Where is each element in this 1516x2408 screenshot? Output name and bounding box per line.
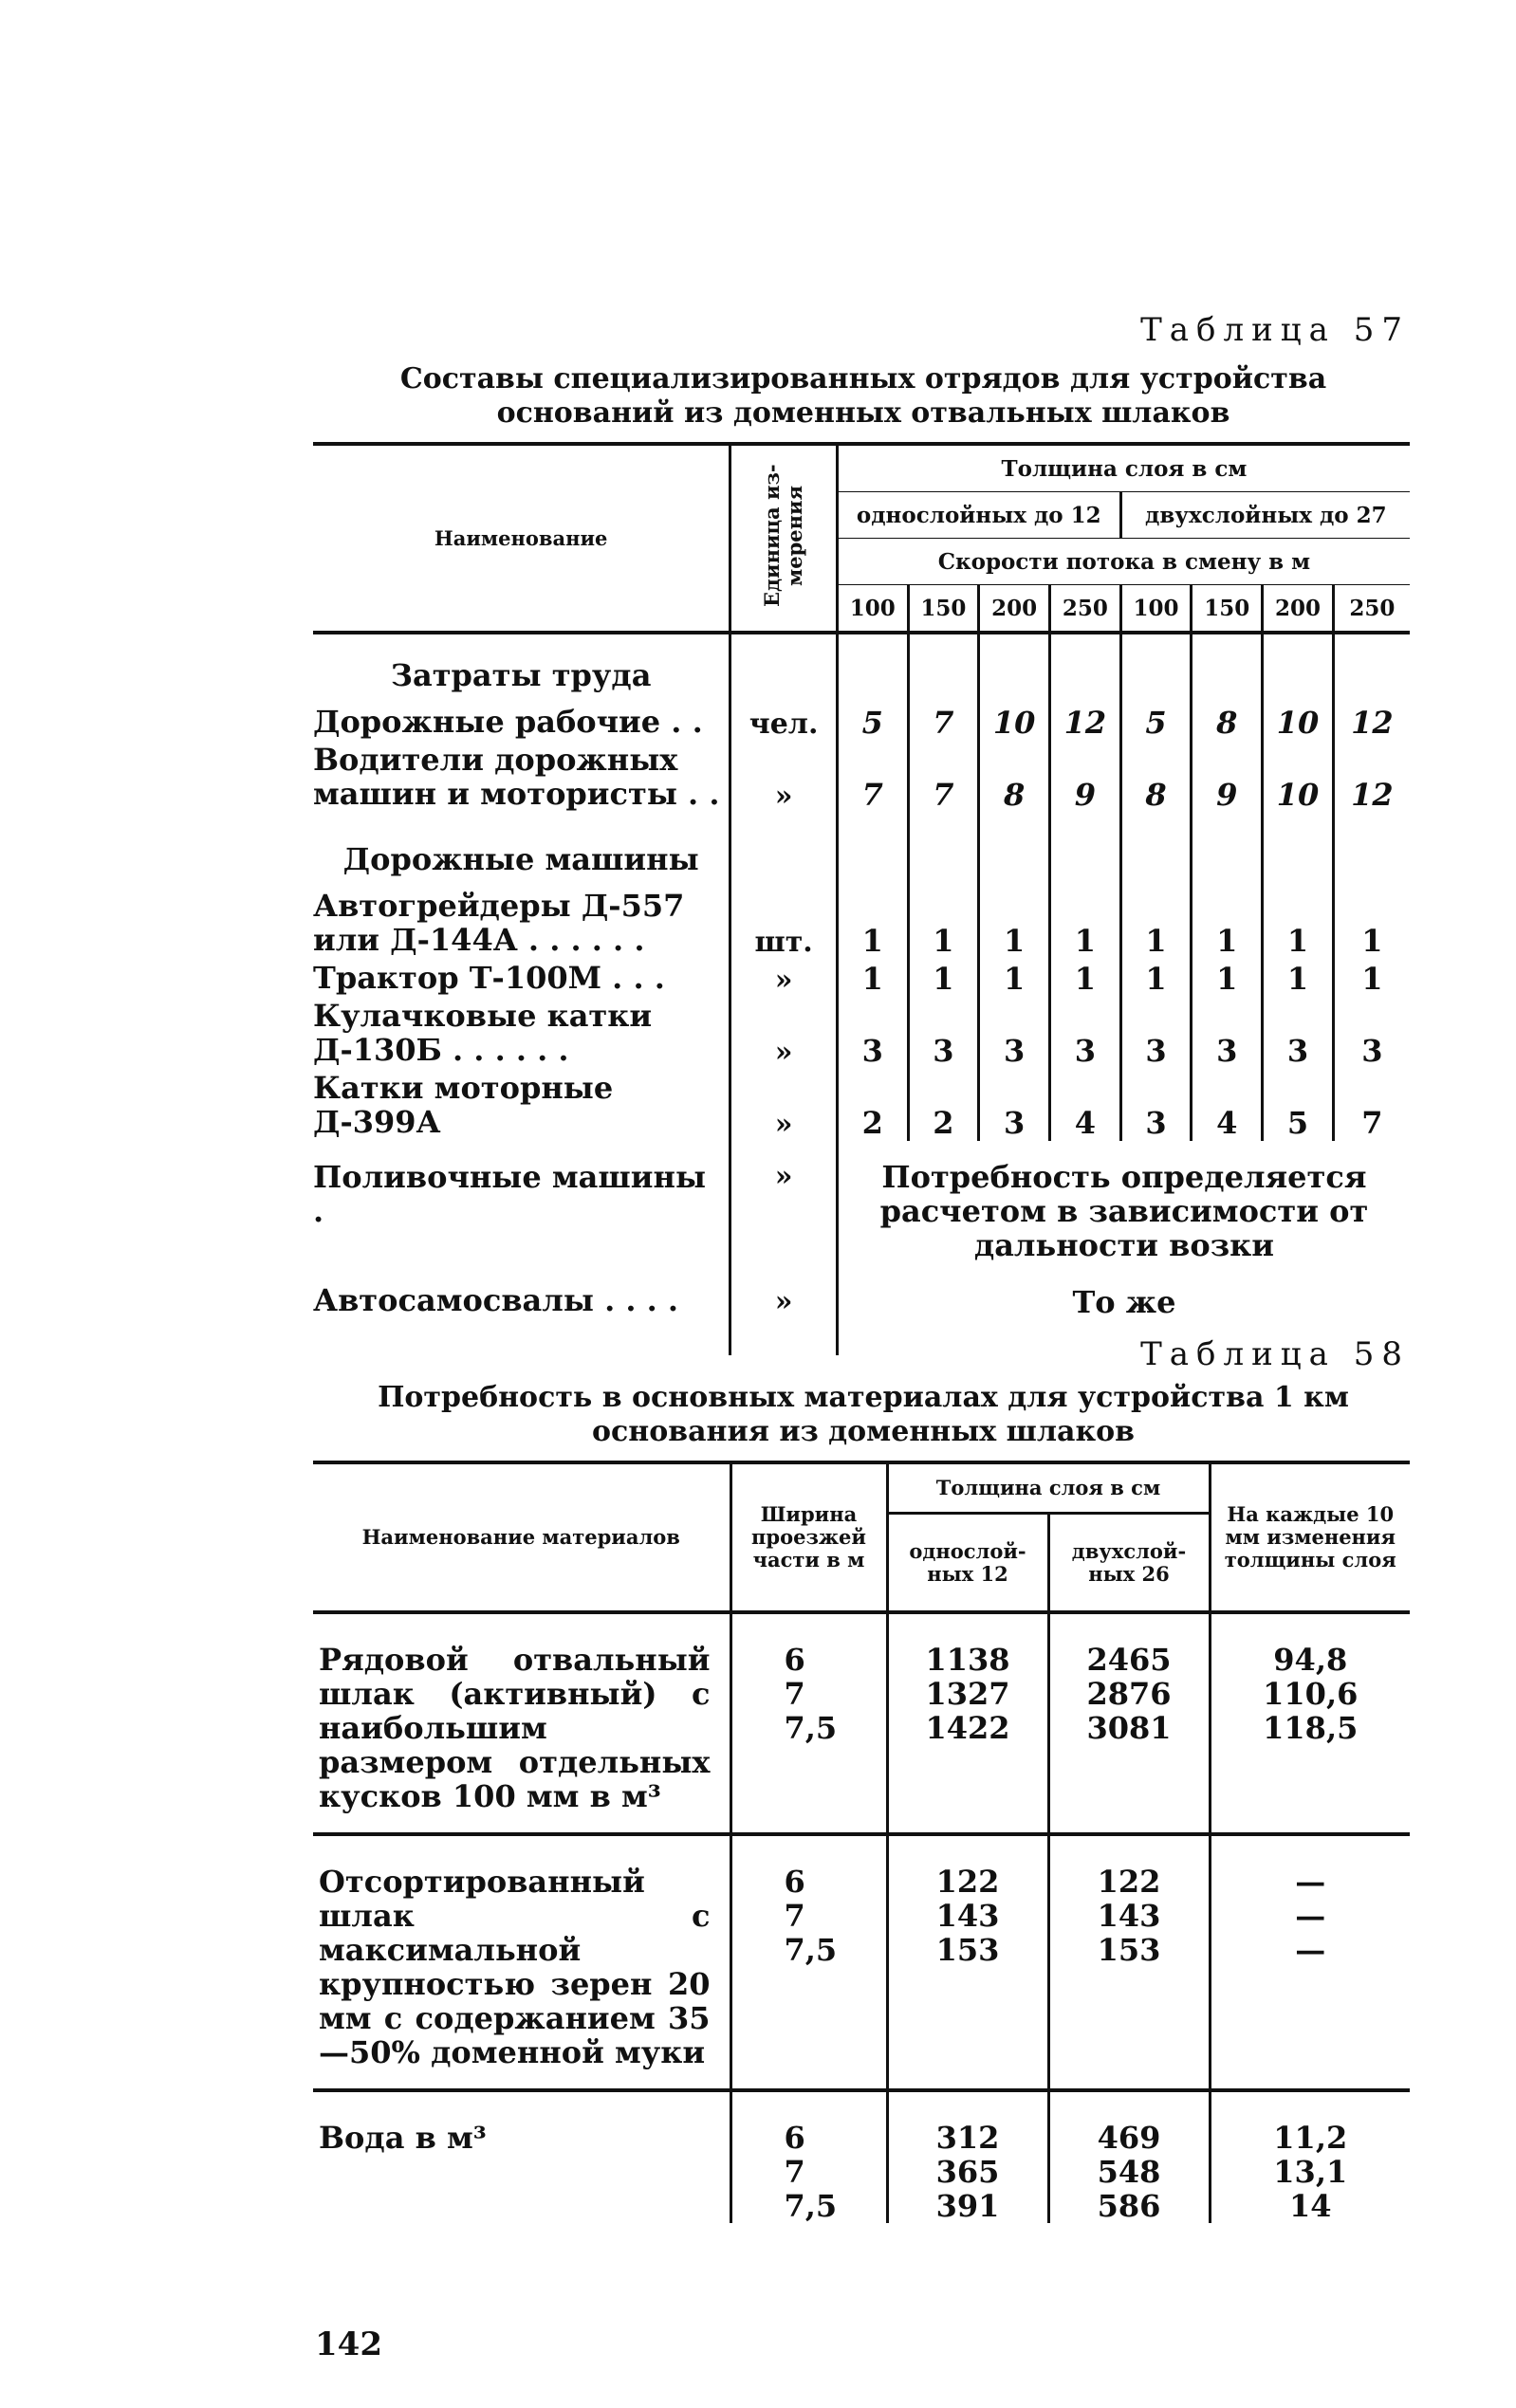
cell: 1	[1120, 959, 1192, 997]
cell: 8	[1120, 741, 1192, 813]
table-57	[313, 442, 1410, 1355]
header-unit	[730, 444, 838, 633]
table-row	[313, 1834, 1410, 2090]
cell: 12	[1333, 741, 1410, 813]
row-unit: »	[730, 741, 838, 813]
header-thickness: Толщина слоя в см	[887, 1462, 1210, 1514]
cell: 1	[1333, 887, 1410, 959]
cell: 3	[1049, 997, 1120, 1069]
header-per10: На каждые 10 мм изменения толщины слоя	[1210, 1462, 1410, 1612]
row-name: Катки моторные Д-399А	[313, 1070, 614, 1140]
table-row	[313, 1141, 1410, 1281]
header-double: двухслой-ных 26	[1048, 1514, 1210, 1613]
table-row	[313, 1069, 1410, 1141]
table-58-title: Потребность в основных материалах для устройства 1 км основания из доменных шлаков	[378, 1381, 1349, 1448]
row-name: Автосамосвалы . . . .	[313, 1282, 679, 1318]
cell: 3	[979, 1069, 1050, 1141]
header-thickness: Толщина слоя в см	[837, 444, 1410, 492]
cell: 1	[979, 959, 1050, 997]
header-double: двухслойных до 27	[1120, 492, 1410, 539]
cell: 8	[1192, 703, 1263, 741]
cell: 5	[837, 703, 908, 741]
cell: 5	[1263, 1069, 1334, 1141]
header-speed-value: 200	[979, 585, 1050, 634]
header-name: Наименование	[313, 444, 730, 633]
cell: 7	[908, 703, 979, 741]
double-values: 2465 2876 3081	[1048, 1612, 1210, 1834]
header-speed: Скорости потока в смену в м	[837, 539, 1410, 585]
header-material-name: Наименование материалов	[313, 1462, 730, 1612]
cell: 3	[1192, 997, 1263, 1069]
header-unit-label: Единица из-мерения	[760, 464, 807, 607]
material-name: Рядовой отвальный шлак (активный) с наибольшим размером отдельных кусков 100 мм в м³	[319, 1642, 711, 1814]
cell: 1	[1263, 959, 1334, 997]
cell: 10	[979, 703, 1050, 741]
width-values: 6 7 7,5	[730, 1612, 887, 1834]
table-row	[313, 741, 1410, 813]
width-values: 6 7 7,5	[730, 1834, 887, 2090]
per10-values: — — —	[1210, 1834, 1410, 2090]
cell: 1	[908, 887, 979, 959]
single-values: 1138 1327 1422	[887, 1612, 1048, 1834]
cell: 12	[1049, 703, 1120, 741]
row-unit: »	[730, 1069, 838, 1141]
cell: 3	[908, 997, 979, 1069]
material-name: Вода в м³	[313, 2090, 730, 2223]
header-width: Ширина проезжей части в м	[730, 1462, 887, 1612]
row-name: Дорожные рабочие . .	[313, 704, 703, 740]
cell: 1	[1120, 887, 1192, 959]
row-name: Кулачковые катки Д-130Б . . . . . .	[313, 998, 653, 1068]
page-number: 142	[315, 2325, 382, 2363]
header-speed-value: 150	[908, 585, 979, 634]
table-58-number: Таблица 58	[1140, 1335, 1410, 1373]
row-unit: шт.	[730, 887, 838, 959]
header-speed-value: 100	[1120, 585, 1192, 634]
header-speed-value: 250	[1049, 585, 1120, 634]
row-name: Автогрейдеры Д-557 или Д-144А . . . . . .	[313, 888, 685, 958]
cell: 4	[1049, 1069, 1120, 1141]
cell: 3	[1120, 997, 1192, 1069]
cell: 1	[1192, 887, 1263, 959]
double-values: 469 548 586	[1048, 2090, 1210, 2223]
cell: 7	[1333, 1069, 1410, 1141]
per10-values: 94,8 110,6 118,5	[1210, 1612, 1410, 1834]
cell: 3	[1333, 997, 1410, 1069]
cell: 7	[908, 741, 979, 813]
header-speed-value: 150	[1192, 585, 1263, 634]
cell: 1	[979, 887, 1050, 959]
header-speed-value: 250	[1333, 585, 1410, 634]
cell: 2	[908, 1069, 979, 1141]
section-labor: Затраты труда	[390, 657, 652, 693]
row-name: Поливочные машины .	[313, 1159, 707, 1229]
table-row	[313, 997, 1410, 1069]
table-57-number: Таблица 57	[1140, 311, 1410, 349]
cell: 1	[1049, 887, 1120, 959]
cell: 1	[1263, 887, 1334, 959]
cell: 1	[1333, 959, 1410, 997]
cell: 10	[1263, 703, 1334, 741]
cell: 1	[1192, 959, 1263, 997]
header-single: однослой-ных 12	[887, 1514, 1048, 1613]
cell: 9	[1049, 741, 1120, 813]
table-57-title: Составы специализированных отрядов для устройства оснований из доменных отвальных шлаков	[399, 362, 1327, 430]
row-name: Водители дорожных машин и мотористы . .	[313, 742, 720, 812]
single-values: 312 365 391	[887, 2090, 1048, 2223]
cell: 3	[979, 997, 1050, 1069]
width-values: 6 7 7,5	[730, 2090, 887, 2223]
cell: 3	[1263, 997, 1334, 1069]
table-row	[313, 2090, 1410, 2223]
row-note: Потребность определяется расчетом в зависимости от дальности возки	[837, 1141, 1410, 1281]
table-58	[313, 1461, 1410, 2223]
row-unit: »	[730, 997, 838, 1069]
cell: 1	[1049, 959, 1120, 997]
cell: 2	[837, 1069, 908, 1141]
cell: 3	[837, 997, 908, 1069]
cell: 3	[1120, 1069, 1192, 1141]
row-unit: »	[730, 1281, 838, 1355]
table-row	[313, 703, 1410, 741]
cell: 1	[908, 959, 979, 997]
row-unit: чел.	[730, 703, 838, 741]
cell: 1	[837, 959, 908, 997]
row-unit: »	[730, 1141, 838, 1281]
cell: 4	[1192, 1069, 1263, 1141]
cell: 8	[979, 741, 1050, 813]
row-note: То же	[837, 1281, 1410, 1355]
per10-values: 11,2 13,1 14	[1210, 2090, 1410, 2223]
table-row	[313, 1612, 1410, 1834]
cell: 10	[1263, 741, 1334, 813]
header-single: однослойных до 12	[837, 492, 1120, 539]
single-values: 122 143 153	[887, 1834, 1048, 2090]
section-machines: Дорожные машины	[342, 841, 699, 877]
cell: 1	[837, 887, 908, 959]
row-unit: »	[730, 959, 838, 997]
cell: 5	[1120, 703, 1192, 741]
cell: 9	[1192, 741, 1263, 813]
double-values: 122 143 153	[1048, 1834, 1210, 2090]
cell: 7	[837, 741, 908, 813]
table-row	[313, 887, 1410, 959]
header-speed-value: 100	[837, 585, 908, 634]
row-name: Трактор Т-100М . . .	[313, 960, 665, 996]
table-row	[313, 959, 1410, 997]
header-speed-value: 200	[1263, 585, 1334, 634]
material-name: Отсортированный шлак с максимальной крупностью зерен 20 мм с содержанием 35—50% доменной муки	[313, 1834, 730, 2090]
cell: 12	[1333, 703, 1410, 741]
